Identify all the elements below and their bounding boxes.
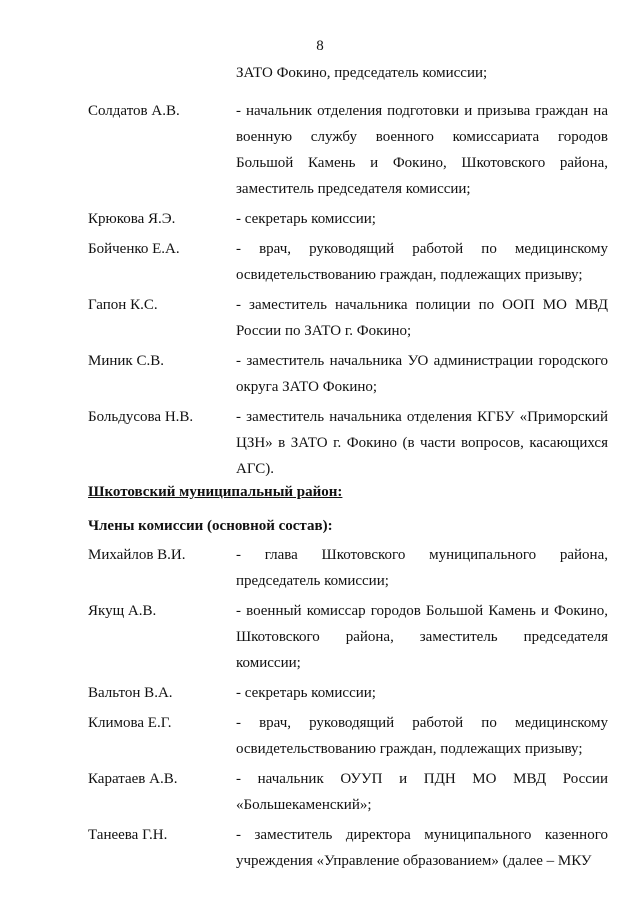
- subsection-title: Члены комиссии (основной состав):: [88, 518, 333, 534]
- member-name: Солдатов А.В.: [88, 103, 180, 119]
- member-role: - заместитель начальника УО администрации городского округа ЗАТО Фокино;: [236, 353, 608, 395]
- member-role: - заместитель начальника отделения КГБУ «Приморский ЦЗН» в ЗАТО г. Фокино (в части вопросов, касающихся АГС).: [236, 409, 608, 477]
- member-name: Танеева Г.Н.: [88, 827, 168, 843]
- member-entry: [88, 236, 608, 288]
- member-name: Каратаев А.В.: [88, 771, 178, 787]
- member-role: - заместитель директора муниципального казенного учреждения «Управление образованием» (далее – МКУ: [236, 827, 608, 869]
- member-entry: [88, 542, 608, 594]
- member-name: Климова Е.Г.: [88, 715, 172, 731]
- member-entry: [88, 292, 608, 344]
- member-role: - врач, руководящий работой по медицинскому освидетельствованию граждан, подлежащих призыву;: [236, 241, 608, 283]
- member-role: - заместитель начальника полиции по ООП МО МВД России по ЗАТО г. Фокино;: [236, 297, 608, 339]
- member-name: Крюкова Я.Э.: [88, 211, 176, 227]
- member-entry: [88, 98, 608, 202]
- member-name: Больдусова Н.В.: [88, 409, 194, 425]
- member-name: Бойченко Е.А.: [88, 241, 180, 257]
- member-name: Миник С.В.: [88, 353, 164, 369]
- member-entry: [88, 206, 608, 232]
- member-role: - врач, руководящий работой по медицинскому освидетельствованию граждан, подлежащих призыву;: [236, 715, 608, 757]
- member-role: - начальник отделения подготовки и призыва граждан на военную службу военного комиссариата городов Большой Камень и Фокино, Шкотовского района, заместитель председателя комиссии;: [236, 103, 608, 197]
- continued-text-line: ЗАТО Фокино, председатель комиссии;: [236, 65, 488, 81]
- member-entry: [88, 710, 608, 762]
- member-name: Михайлов В.И.: [88, 547, 186, 563]
- member-role: - секретарь комиссии;: [236, 211, 376, 227]
- member-entry: [88, 598, 608, 676]
- member-role: - глава Шкотовского муниципального района, председатель комиссии;: [236, 547, 608, 589]
- member-entry: [88, 680, 608, 706]
- member-entry: [88, 766, 608, 818]
- commission-list-shkotovsky: [88, 542, 608, 878]
- member-name: Вальтон В.А.: [88, 685, 173, 701]
- member-role: - начальник ОУУП и ПДН МО МВД России «Большекаменский»;: [236, 771, 608, 813]
- member-entry: [88, 822, 608, 874]
- page-number: 8: [316, 38, 324, 54]
- member-entry: [88, 348, 608, 400]
- member-role: - секретарь комиссии;: [236, 685, 376, 701]
- section-title: Шкотовский муниципальный район:: [88, 484, 343, 500]
- member-role: - военный комиссар городов Большой Камень и Фокино, Шкотовского района, заместитель председателя комиссии;: [236, 603, 608, 671]
- member-name: Гапон К.С.: [88, 297, 158, 313]
- member-name: Якущ А.В.: [88, 603, 157, 619]
- member-entry: [88, 404, 608, 482]
- commission-list-fokino: [88, 98, 608, 486]
